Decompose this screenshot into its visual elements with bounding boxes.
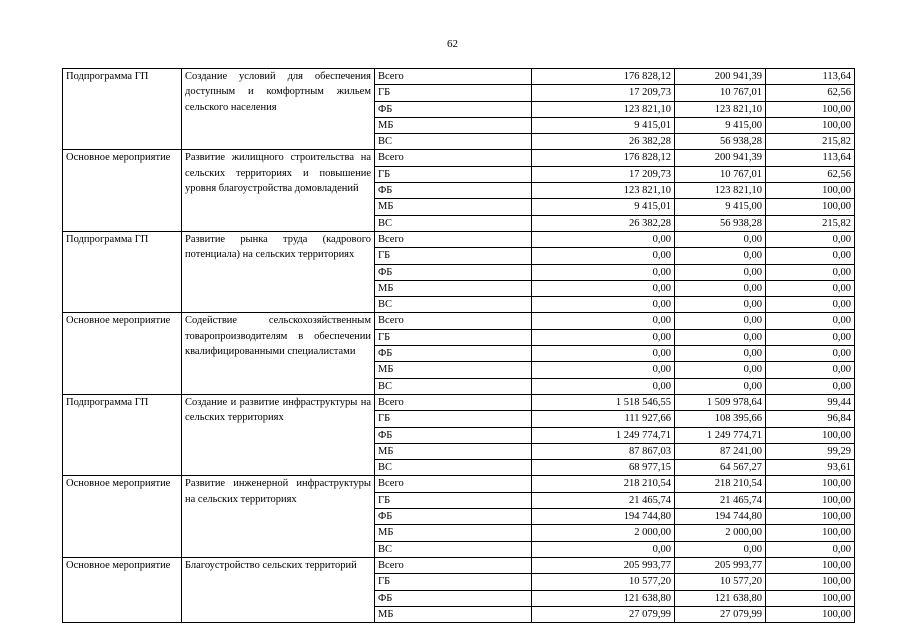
actual-amount-cell: 56 938,28 [675, 215, 766, 231]
actual-amount-cell: 87 241,00 [675, 443, 766, 459]
funding-source-cell: ГБ [375, 248, 532, 264]
item-type-cell: Основное мероприятие [63, 476, 182, 557]
funding-source-cell: МБ [375, 280, 532, 296]
funding-source-cell: ФБ [375, 427, 532, 443]
item-type-cell: Подпрограмма ГП [63, 69, 182, 150]
actual-amount-cell: 108 395,66 [675, 411, 766, 427]
actual-amount-cell: 1 509 978,64 [675, 394, 766, 410]
planned-amount-cell: 21 465,74 [532, 492, 675, 508]
execution-percent-cell: 100,00 [766, 509, 855, 525]
funding-source-cell: ГБ [375, 574, 532, 590]
item-name-cell: Благоустройство сельских территорий [182, 557, 375, 622]
planned-amount-cell: 0,00 [532, 346, 675, 362]
execution-percent-cell: 0,00 [766, 378, 855, 394]
funding-source-cell: МБ [375, 606, 532, 622]
item-name-cell: Развитие инженерной инфраструктуры на сельских территориях [182, 476, 375, 557]
planned-amount-cell: 0,00 [532, 541, 675, 557]
planned-amount-cell: 9 415,01 [532, 117, 675, 133]
actual-amount-cell: 123 821,10 [675, 101, 766, 117]
item-type-cell: Подпрограмма ГП [63, 231, 182, 312]
planned-amount-cell: 26 382,28 [532, 215, 675, 231]
actual-amount-cell: 0,00 [675, 313, 766, 329]
execution-percent-cell: 100,00 [766, 101, 855, 117]
funding-source-cell: Всего [375, 231, 532, 247]
actual-amount-cell: 0,00 [675, 280, 766, 296]
planned-amount-cell: 111 927,66 [532, 411, 675, 427]
actual-amount-cell: 2 000,00 [675, 525, 766, 541]
execution-percent-cell: 0,00 [766, 280, 855, 296]
planned-amount-cell: 123 821,10 [532, 101, 675, 117]
funding-source-cell: ФБ [375, 509, 532, 525]
funding-source-cell: Всего [375, 313, 532, 329]
execution-percent-cell: 62,56 [766, 166, 855, 182]
actual-amount-cell: 0,00 [675, 329, 766, 345]
actual-amount-cell: 0,00 [675, 541, 766, 557]
execution-percent-cell: 62,56 [766, 85, 855, 101]
execution-percent-cell: 0,00 [766, 346, 855, 362]
planned-amount-cell: 0,00 [532, 248, 675, 264]
execution-percent-cell: 96,84 [766, 411, 855, 427]
execution-percent-cell: 0,00 [766, 248, 855, 264]
funding-source-cell: ГБ [375, 166, 532, 182]
execution-percent-cell: 99,44 [766, 394, 855, 410]
execution-percent-cell: 100,00 [766, 557, 855, 573]
planned-amount-cell: 176 828,12 [532, 150, 675, 166]
execution-percent-cell: 0,00 [766, 264, 855, 280]
execution-percent-cell: 100,00 [766, 183, 855, 199]
planned-amount-cell: 68 977,15 [532, 460, 675, 476]
budget-table [62, 68, 855, 623]
funding-source-cell: Всего [375, 150, 532, 166]
execution-percent-cell: 215,82 [766, 134, 855, 150]
funding-source-cell: МБ [375, 362, 532, 378]
funding-source-cell: ГБ [375, 411, 532, 427]
planned-amount-cell: 0,00 [532, 280, 675, 296]
funding-source-cell: ФБ [375, 264, 532, 280]
item-name-cell: Создание и развитие инфраструктуры на сельских территориях [182, 394, 375, 475]
table-row [63, 313, 855, 329]
planned-amount-cell: 26 382,28 [532, 134, 675, 150]
table-row [63, 476, 855, 492]
funding-source-cell: Всего [375, 476, 532, 492]
execution-percent-cell: 100,00 [766, 606, 855, 622]
funding-source-cell: Всего [375, 557, 532, 573]
actual-amount-cell: 1 249 774,71 [675, 427, 766, 443]
planned-amount-cell: 0,00 [532, 362, 675, 378]
execution-percent-cell: 100,00 [766, 199, 855, 215]
planned-amount-cell: 0,00 [532, 378, 675, 394]
actual-amount-cell: 205 993,77 [675, 557, 766, 573]
actual-amount-cell: 0,00 [675, 231, 766, 247]
funding-source-cell: ГБ [375, 492, 532, 508]
table-row [63, 231, 855, 247]
funding-source-cell: ГБ [375, 329, 532, 345]
execution-percent-cell: 215,82 [766, 215, 855, 231]
planned-amount-cell: 121 638,80 [532, 590, 675, 606]
planned-amount-cell: 17 209,73 [532, 166, 675, 182]
execution-percent-cell: 113,64 [766, 69, 855, 85]
actual-amount-cell: 121 638,80 [675, 590, 766, 606]
actual-amount-cell: 27 079,99 [675, 606, 766, 622]
budget-table-body [63, 69, 855, 623]
funding-source-cell: ФБ [375, 346, 532, 362]
execution-percent-cell: 100,00 [766, 525, 855, 541]
execution-percent-cell: 99,29 [766, 443, 855, 459]
execution-percent-cell: 100,00 [766, 492, 855, 508]
execution-percent-cell: 0,00 [766, 297, 855, 313]
actual-amount-cell: 64 567,27 [675, 460, 766, 476]
planned-amount-cell: 0,00 [532, 329, 675, 345]
planned-amount-cell: 0,00 [532, 231, 675, 247]
actual-amount-cell: 10 767,01 [675, 85, 766, 101]
funding-source-cell: ВС [375, 460, 532, 476]
actual-amount-cell: 200 941,39 [675, 150, 766, 166]
funding-source-cell: ВС [375, 215, 532, 231]
actual-amount-cell: 0,00 [675, 346, 766, 362]
execution-percent-cell: 0,00 [766, 231, 855, 247]
table-row [63, 69, 855, 85]
item-name-cell: Развитие жилищного строительства на сельских территориях и повышение уровня благоустройства домовладений [182, 150, 375, 231]
planned-amount-cell: 123 821,10 [532, 183, 675, 199]
planned-amount-cell: 176 828,12 [532, 69, 675, 85]
actual-amount-cell: 0,00 [675, 264, 766, 280]
planned-amount-cell: 1 518 546,55 [532, 394, 675, 410]
actual-amount-cell: 123 821,10 [675, 183, 766, 199]
actual-amount-cell: 0,00 [675, 297, 766, 313]
funding-source-cell: ВС [375, 378, 532, 394]
execution-percent-cell: 0,00 [766, 313, 855, 329]
funding-source-cell: МБ [375, 199, 532, 215]
item-type-cell: Подпрограмма ГП [63, 394, 182, 475]
planned-amount-cell: 218 210,54 [532, 476, 675, 492]
planned-amount-cell: 1 249 774,71 [532, 427, 675, 443]
actual-amount-cell: 200 941,39 [675, 69, 766, 85]
funding-source-cell: ВС [375, 134, 532, 150]
execution-percent-cell: 113,64 [766, 150, 855, 166]
actual-amount-cell: 10 577,20 [675, 574, 766, 590]
actual-amount-cell: 0,00 [675, 362, 766, 378]
funding-source-cell: ФБ [375, 590, 532, 606]
planned-amount-cell: 0,00 [532, 313, 675, 329]
execution-percent-cell: 0,00 [766, 362, 855, 378]
actual-amount-cell: 218 210,54 [675, 476, 766, 492]
table-row [63, 394, 855, 410]
funding-source-cell: ГБ [375, 85, 532, 101]
execution-percent-cell: 100,00 [766, 590, 855, 606]
item-name-cell: Создание условий для обеспечения доступным и комфортным жильем сельского населения [182, 69, 375, 150]
funding-source-cell: ФБ [375, 101, 532, 117]
funding-source-cell: ВС [375, 541, 532, 557]
funding-source-cell: Всего [375, 69, 532, 85]
funding-source-cell: МБ [375, 117, 532, 133]
actual-amount-cell: 21 465,74 [675, 492, 766, 508]
table-row [63, 150, 855, 166]
funding-source-cell: ВС [375, 297, 532, 313]
execution-percent-cell: 100,00 [766, 574, 855, 590]
execution-percent-cell: 100,00 [766, 117, 855, 133]
page-number: 62 [447, 38, 458, 50]
actual-amount-cell: 0,00 [675, 378, 766, 394]
planned-amount-cell: 10 577,20 [532, 574, 675, 590]
execution-percent-cell: 100,00 [766, 427, 855, 443]
execution-percent-cell: 0,00 [766, 329, 855, 345]
execution-percent-cell: 0,00 [766, 541, 855, 557]
planned-amount-cell: 27 079,99 [532, 606, 675, 622]
actual-amount-cell: 194 744,80 [675, 509, 766, 525]
execution-percent-cell: 100,00 [766, 476, 855, 492]
funding-source-cell: Всего [375, 394, 532, 410]
item-name-cell: Развитие рынка труда (кадрового потенциала) на сельских территориях [182, 231, 375, 312]
planned-amount-cell: 9 415,01 [532, 199, 675, 215]
funding-source-cell: МБ [375, 525, 532, 541]
planned-amount-cell: 87 867,03 [532, 443, 675, 459]
table-row [63, 557, 855, 573]
actual-amount-cell: 0,00 [675, 248, 766, 264]
item-type-cell: Основное мероприятие [63, 557, 182, 622]
planned-amount-cell: 205 993,77 [532, 557, 675, 573]
planned-amount-cell: 0,00 [532, 297, 675, 313]
planned-amount-cell: 17 209,73 [532, 85, 675, 101]
actual-amount-cell: 9 415,00 [675, 199, 766, 215]
item-type-cell: Основное мероприятие [63, 150, 182, 231]
actual-amount-cell: 10 767,01 [675, 166, 766, 182]
execution-percent-cell: 93,61 [766, 460, 855, 476]
item-name-cell: Содействие сельскохозяйственным товаропроизводителям в обеспечении квалифицированными специалистами [182, 313, 375, 394]
actual-amount-cell: 9 415,00 [675, 117, 766, 133]
item-type-cell: Основное мероприятие [63, 313, 182, 394]
funding-source-cell: МБ [375, 443, 532, 459]
actual-amount-cell: 56 938,28 [675, 134, 766, 150]
funding-source-cell: ФБ [375, 183, 532, 199]
planned-amount-cell: 2 000,00 [532, 525, 675, 541]
planned-amount-cell: 0,00 [532, 264, 675, 280]
planned-amount-cell: 194 744,80 [532, 509, 675, 525]
